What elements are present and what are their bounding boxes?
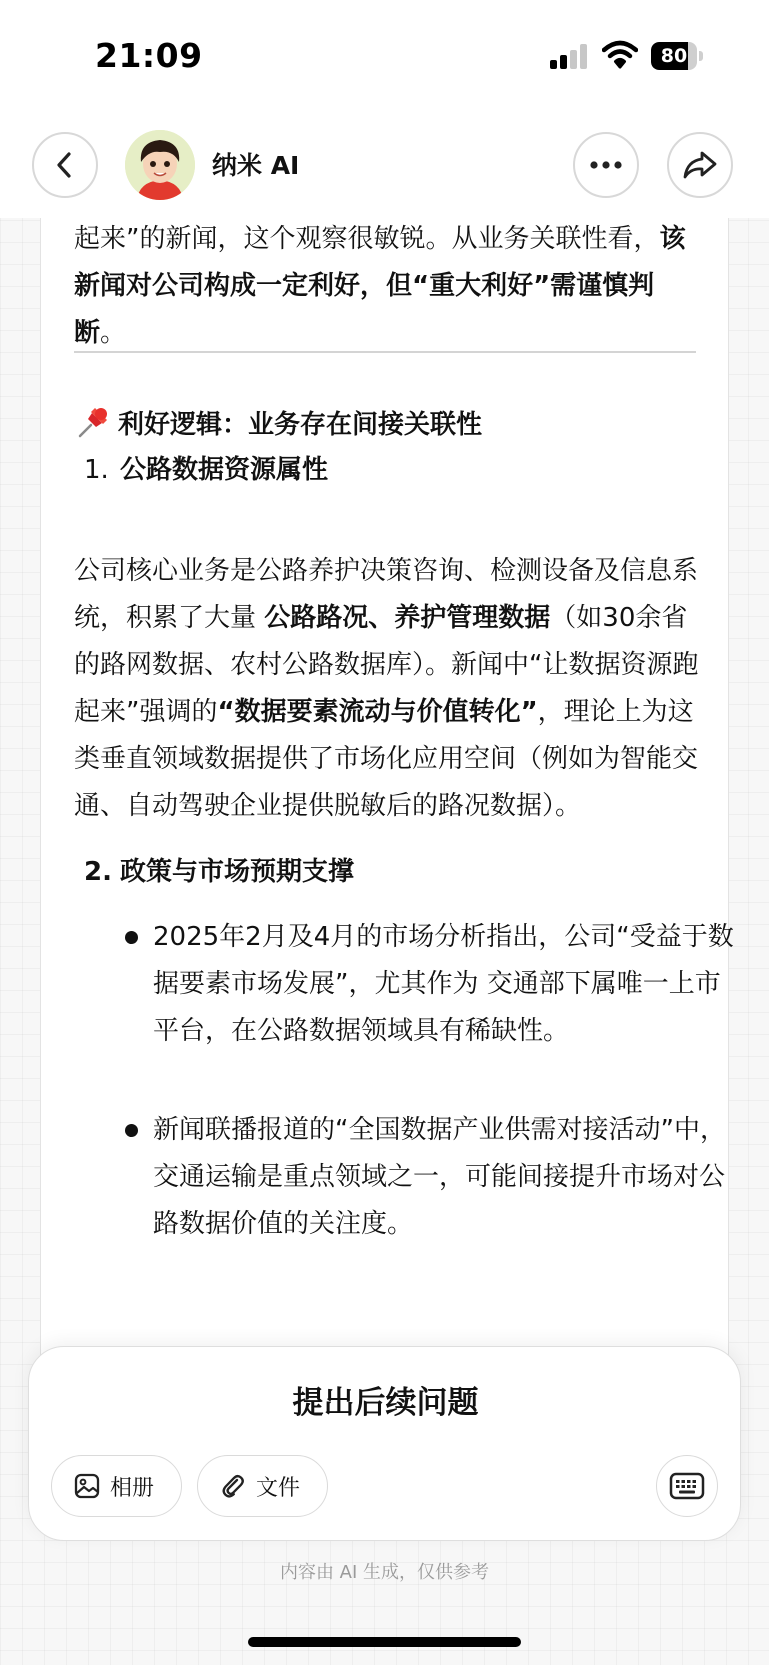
bullet-2: 新闻联播报道的“全国数据产业供需对接活动”中，交通运输是重点领域之一，可能间接提升市场对公路数据价值的关注度。	[153, 1115, 726, 1239]
followup-prompt[interactable]: 提出后续问题	[292, 1385, 479, 1421]
signal-icon	[550, 43, 590, 69]
pushpin-icon	[74, 403, 112, 441]
intro-bold-text: 该新闻对公司构成一定利好，但“重大利好”需谨慎判断	[74, 224, 686, 348]
more-options-button[interactable]	[573, 132, 639, 198]
file-label: 文件	[256, 1475, 301, 1501]
album-button[interactable]	[51, 1455, 182, 1517]
avatar-image	[125, 130, 195, 200]
paperclip-icon	[220, 1473, 246, 1499]
chevron-left-icon	[52, 150, 78, 180]
home-indicator[interactable]	[248, 1637, 521, 1647]
wifi-icon	[602, 40, 638, 70]
followup-panel	[28, 1346, 741, 1541]
assistant-avatar[interactable]	[125, 130, 195, 200]
bullet-dot	[125, 931, 138, 944]
bullet-dot	[125, 1124, 138, 1137]
chat-header	[0, 110, 769, 218]
file-button[interactable]	[197, 1455, 328, 1517]
item-1-paragraph: 公司核心业务是公路养护决策咨询、检测设备及信息系统，积累了大量 公路路况、养护管理数据（如30余省的路网数据、农村公路数据库）。新闻中“让数据资源跑起来”强调的“数据要素流动与价值转化”，理论上为这类垂直领域数据提供了市场化应用空间（例如为智能交通、自动驾驶企业提供脱敏后的路况数据）。	[74, 556, 699, 821]
ai-response-card	[40, 218, 734, 1458]
keyboard-button[interactable]	[656, 1455, 718, 1517]
battery-level: 80	[660, 45, 688, 67]
assistant-name: 纳米 AI	[212, 151, 300, 180]
ai-disclaimer: 内容由 AI 生成，仅供参考	[279, 1562, 490, 1583]
status-bar	[0, 0, 769, 110]
item-1-heading: 1. 公路数据资源属性	[84, 455, 329, 485]
bullet-1: 2025年2月及4月的市场分析指出，公司“受益于数据要素市场发展”，尤其作为 交通部下属唯一上市平台，在公路数据领域具有稀缺性。	[153, 922, 734, 1046]
divider	[74, 351, 696, 353]
share-button[interactable]	[667, 132, 733, 198]
share-forward-icon	[682, 149, 718, 181]
item-2-heading: 2. 政策与市场预期支撑	[84, 857, 355, 887]
section-heading: 利好逻辑：业务存在间接关联性	[74, 403, 482, 445]
album-label: 相册	[110, 1475, 155, 1501]
status-time: 21:09	[95, 36, 203, 75]
intro-paragraph: 起来”的新闻，这个观察很敏锐。从业务关联性看，该新闻对公司构成一定利好，但“重大利好”需谨慎判断。	[74, 224, 686, 348]
battery-icon	[651, 42, 703, 70]
keyboard-icon	[669, 1472, 705, 1500]
back-button[interactable]	[32, 132, 98, 198]
image-icon	[74, 1473, 100, 1499]
more-horizontal-icon	[589, 160, 623, 170]
